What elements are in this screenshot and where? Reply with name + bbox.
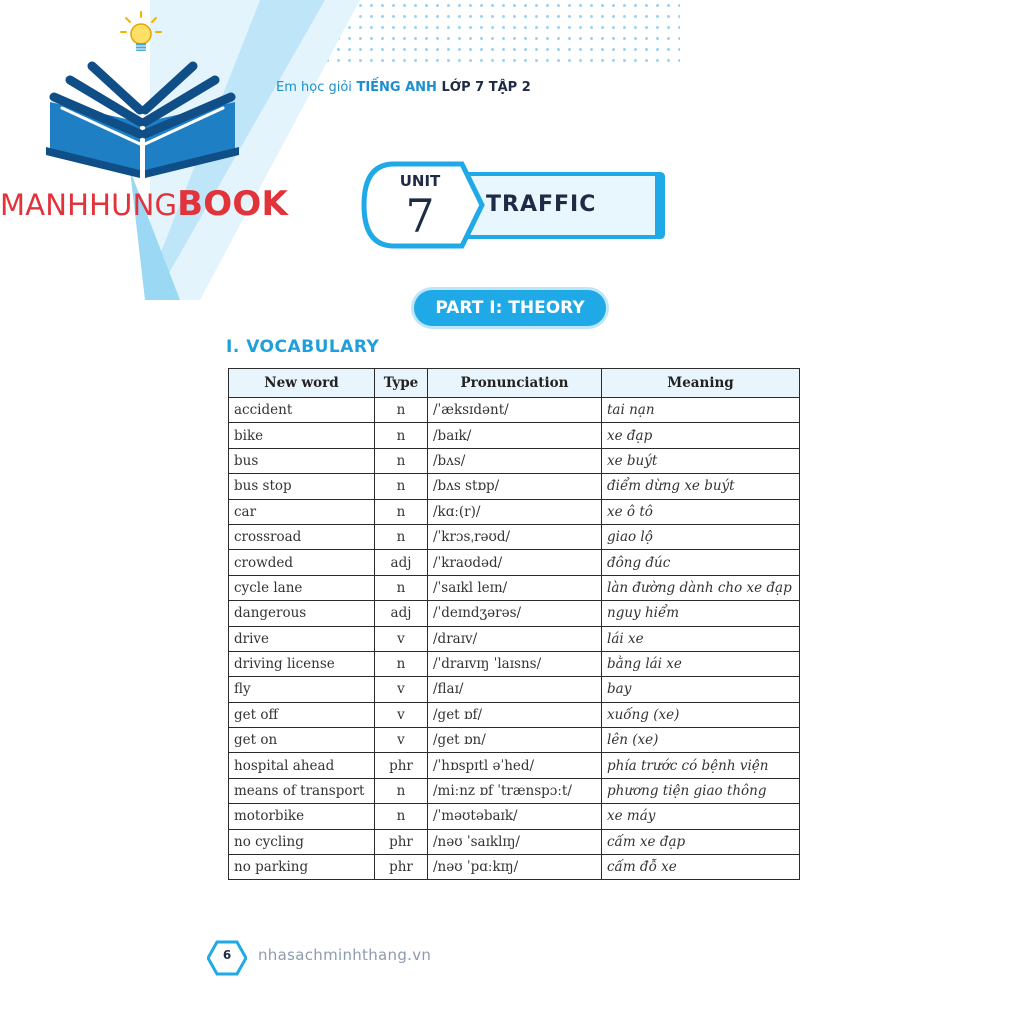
cell-pronunciation: /get ɒn/ <box>428 728 602 753</box>
vocabulary-table <box>228 368 800 880</box>
table-row <box>229 753 800 778</box>
cell-meaning: bằng lái xe <box>602 651 800 676</box>
cell-type: phr <box>375 753 428 778</box>
cell-word: get off <box>229 702 375 727</box>
cell-pronunciation: /ˈdeɪndʒərəs/ <box>428 601 602 626</box>
cell-word: driving license <box>229 651 375 676</box>
cell-meaning: cấm xe đạp <box>602 829 800 854</box>
cell-word: bike <box>229 423 375 448</box>
series-grade-text: LỚP 7 TẬP 2 <box>441 80 531 95</box>
cell-meaning: xe ô tô <box>602 499 800 524</box>
cell-type: n <box>375 474 428 499</box>
column-header-word: New word <box>229 369 375 398</box>
cell-meaning: phương tiện giao thông <box>602 778 800 803</box>
cell-pronunciation: /nəʊ ˈpɑːkɪŋ/ <box>428 855 602 880</box>
cell-word: hospital ahead <box>229 753 375 778</box>
cell-word: bus <box>229 448 375 473</box>
cell-pronunciation: /flaɪ/ <box>428 677 602 702</box>
cell-meaning: lái xe <box>602 626 800 651</box>
series-thin-text: Em học giỏi <box>276 80 352 95</box>
table-row <box>229 804 800 829</box>
cell-type: adj <box>375 550 428 575</box>
cell-meaning: xuống (xe) <box>602 702 800 727</box>
cell-word: no cycling <box>229 829 375 854</box>
cell-pronunciation: /ˈsaɪkl leɪn/ <box>428 575 602 600</box>
cell-meaning: giao lộ <box>602 524 800 549</box>
cell-type: v <box>375 626 428 651</box>
cell-meaning: phía trước có bệnh viện <box>602 753 800 778</box>
cell-word: cycle lane <box>229 575 375 600</box>
cell-type: n <box>375 778 428 803</box>
table-row <box>229 398 800 423</box>
table-row <box>229 499 800 524</box>
cell-pronunciation: /ˈkrɔsˌrəʊd/ <box>428 524 602 549</box>
cell-word: crossroad <box>229 524 375 549</box>
column-header-pronunciation: Pronunciation <box>428 369 602 398</box>
cell-meaning: xe buýt <box>602 448 800 473</box>
cell-type: v <box>375 702 428 727</box>
cell-meaning: tai nạn <box>602 398 800 423</box>
brand-part-2: BOOK <box>177 184 289 224</box>
cell-type: n <box>375 448 428 473</box>
brand-part-1: MANHHUNG <box>0 188 178 222</box>
table-row <box>229 855 800 880</box>
table-row <box>229 524 800 549</box>
cell-type: phr <box>375 855 428 880</box>
table-row <box>229 702 800 727</box>
brand-name <box>0 184 288 224</box>
cell-pronunciation: /bʌs/ <box>428 448 602 473</box>
table-row <box>229 601 800 626</box>
cell-pronunciation: /bʌs stɒp/ <box>428 474 602 499</box>
cell-pronunciation: /ˈhɒspɪtl əˈhed/ <box>428 753 602 778</box>
table-row <box>229 474 800 499</box>
cell-word: car <box>229 499 375 524</box>
cell-word: bus stop <box>229 474 375 499</box>
book-series-title <box>276 80 531 95</box>
cell-type: phr <box>375 829 428 854</box>
table-header-row <box>229 369 800 398</box>
column-header-meaning: Meaning <box>602 369 800 398</box>
table-row <box>229 550 800 575</box>
series-bold-text: TIẾNG ANH <box>356 80 437 95</box>
part-heading: PART I: THEORY <box>414 290 606 326</box>
unit-number: 7 <box>405 189 435 243</box>
cell-type: n <box>375 575 428 600</box>
cell-pronunciation: /ˈdraɪvɪŋ ˈlaɪsns/ <box>428 651 602 676</box>
cell-pronunciation: /miːnz ɒf ˈtrænspɔːt/ <box>428 778 602 803</box>
page-number: 6 <box>222 948 232 962</box>
section-heading: I. VOCABULARY <box>226 337 380 357</box>
table-row <box>229 626 800 651</box>
open-book-logo <box>40 52 245 182</box>
cell-meaning: xe máy <box>602 804 800 829</box>
cell-type: n <box>375 398 428 423</box>
unit-label: UNIT <box>399 172 441 190</box>
cell-pronunciation: /get ɒf/ <box>428 702 602 727</box>
column-header-type: Type <box>375 369 428 398</box>
table-row <box>229 728 800 753</box>
table-row <box>229 448 800 473</box>
cell-meaning: làn đường dành cho xe đạp <box>602 575 800 600</box>
cell-type: n <box>375 524 428 549</box>
cell-pronunciation: /ˈæksɪdənt/ <box>428 398 602 423</box>
cell-word: accident <box>229 398 375 423</box>
cell-meaning: xe đạp <box>602 423 800 448</box>
cell-type: n <box>375 423 428 448</box>
cell-word: means of transport <box>229 778 375 803</box>
cell-type: adj <box>375 601 428 626</box>
table-row <box>229 423 800 448</box>
unit-title: TRAFFIC <box>486 192 597 217</box>
cell-type: n <box>375 499 428 524</box>
cell-pronunciation: /baɪk/ <box>428 423 602 448</box>
cell-type: n <box>375 804 428 829</box>
cell-pronunciation: /kɑː(r)/ <box>428 499 602 524</box>
cell-meaning: đông đúc <box>602 550 800 575</box>
cell-word: no parking <box>229 855 375 880</box>
cell-word: get on <box>229 728 375 753</box>
cell-pronunciation: /nəʊ ˈsaɪklɪŋ/ <box>428 829 602 854</box>
table-row <box>229 778 800 803</box>
table-row <box>229 575 800 600</box>
table-row <box>229 651 800 676</box>
cell-type: v <box>375 677 428 702</box>
cell-word: fly <box>229 677 375 702</box>
cell-type: v <box>375 728 428 753</box>
cell-meaning: nguy hiểm <box>602 601 800 626</box>
table-row <box>229 829 800 854</box>
cell-meaning: điểm dừng xe buýt <box>602 474 800 499</box>
table-row <box>229 677 800 702</box>
vocabulary-table-body <box>229 398 800 880</box>
cell-word: drive <box>229 626 375 651</box>
cell-pronunciation: /ˈməʊtəbaɪk/ <box>428 804 602 829</box>
cell-pronunciation: /draɪv/ <box>428 626 602 651</box>
footer-website: nhasachminhthang.vn <box>258 946 432 964</box>
cell-word: motorbike <box>229 804 375 829</box>
cell-meaning: cấm đỗ xe <box>602 855 800 880</box>
cell-word: dangerous <box>229 601 375 626</box>
cell-pronunciation: /ˈkraʊdəd/ <box>428 550 602 575</box>
cell-meaning: bay <box>602 677 800 702</box>
cell-meaning: lên (xe) <box>602 728 800 753</box>
cell-word: crowded <box>229 550 375 575</box>
cell-type: n <box>375 651 428 676</box>
